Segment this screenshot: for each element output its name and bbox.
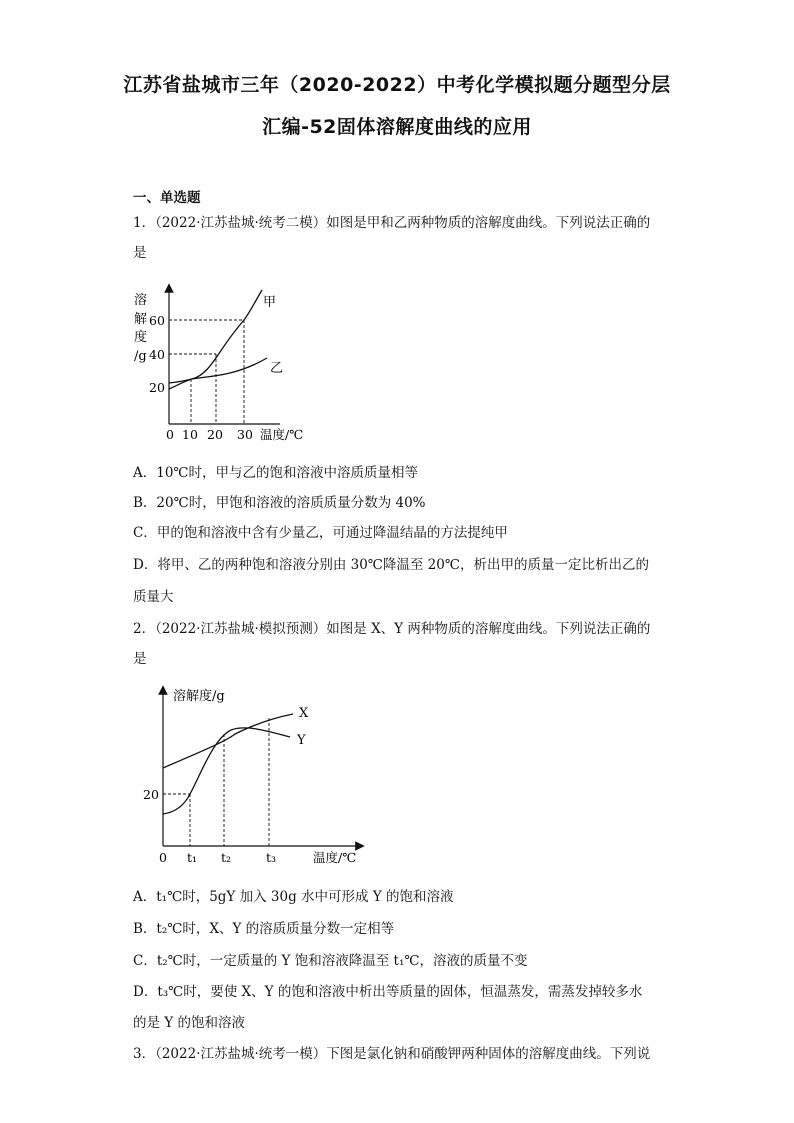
q2-xtick-t2: t₂ [221, 850, 232, 865]
q1-label-jia: 甲 [263, 295, 277, 310]
q1-curve-yi [169, 358, 267, 389]
q2-label-y: Y [297, 733, 306, 748]
q1-option-a: A．10℃时，甲与乙的饱和溶液中溶质质量相等 [133, 465, 419, 481]
q1-label-yi: 乙 [270, 361, 284, 376]
q1-ylabel-4: /g [134, 349, 147, 364]
q2-xtick-t1: t₁ [187, 850, 198, 865]
page-title-line1: 江苏省盐城市三年（2020-2022）中考化学模拟题分题型分层 [123, 74, 671, 96]
q2-option-c: C．t₂℃时，一定质量的 Y 饱和溶液降温至 t₁℃，溶液的质量不变 [133, 953, 528, 969]
q1-origin: 0 [166, 427, 174, 442]
q1-xtick-20: 20 [207, 427, 223, 442]
q2-xlabel: 温度/℃ [313, 850, 357, 865]
q2-curve-x [163, 714, 293, 768]
section-heading: 一、单选题 [133, 190, 201, 206]
q1-ylabel-3: 度 [134, 330, 148, 345]
q1-stem-cont: 是 [133, 245, 147, 261]
q1-ylabel-1: 溶 [134, 293, 148, 308]
q3-stem: 3．（2022·江苏盐城·统考一模）下图是氯化钠和硝酸钾两种固体的溶解度曲线。下列说 [133, 1046, 651, 1062]
q2-ylabel: 溶解度/g [173, 689, 225, 704]
q2-stem: 2．（2022·江苏盐城·模拟预测）如图是 X、Y 两种物质的溶解度曲线。下列说法正确的 [133, 621, 651, 637]
q2-chart [135, 684, 375, 869]
q1-option-c: C．甲的饱和溶液中含有少量乙，可通过降温结晶的方法提纯甲 [133, 525, 508, 541]
q1-xtick-30: 30 [237, 427, 253, 442]
q2-xtick-t3: t₃ [266, 850, 277, 865]
q2-stem-cont: 是 [133, 651, 147, 667]
q1-option-d-cont: 质量大 [133, 589, 174, 605]
q1-curve-jia [169, 290, 262, 383]
q1-option-d: D．将甲、乙的两种饱和溶液分别由 30℃降温至 20℃，析出甲的质量一定比析出乙的 [133, 557, 649, 573]
page-title-line2: 汇编-52固体溶解度曲线的应用 [262, 116, 532, 138]
q1-option-b: B．20℃时，甲饱和溶液的溶质质量分数为 40% [133, 495, 426, 511]
q2-label-x: X [299, 706, 309, 721]
q1-ytick-60: 60 [149, 313, 165, 328]
q2-option-a: A．t₁℃时，5gY 加入 30g 水中可形成 Y 的饱和溶液 [133, 889, 454, 905]
q2-curve-y [163, 728, 290, 814]
q1-chart [130, 282, 330, 447]
q2-option-b: B．t₂℃时，X、Y 的溶质质量分数一定相等 [133, 921, 395, 937]
q1-ytick-20: 20 [149, 380, 165, 395]
q2-origin: 0 [159, 850, 167, 865]
q1-ylabel-2: 解 [134, 312, 148, 327]
q1-stem: 1．（2022·江苏盐城·统考二模）如图是甲和乙两种物质的溶解度曲线。下列说法正确的 [133, 215, 651, 231]
q2-ytick-20: 20 [143, 787, 159, 802]
q1-ytick-40: 40 [149, 347, 165, 362]
q1-xtick-10: 10 [182, 427, 198, 442]
q2-option-d: D．t₃℃时，要使 X、Y 的饱和溶液中析出等质量的固体，恒温蒸发，需蒸发掉较多水 [133, 984, 643, 1000]
q1-xlabel: 温度/℃ [260, 427, 304, 442]
q2-option-d-cont: 的是 Y 的饱和溶液 [133, 1015, 245, 1031]
